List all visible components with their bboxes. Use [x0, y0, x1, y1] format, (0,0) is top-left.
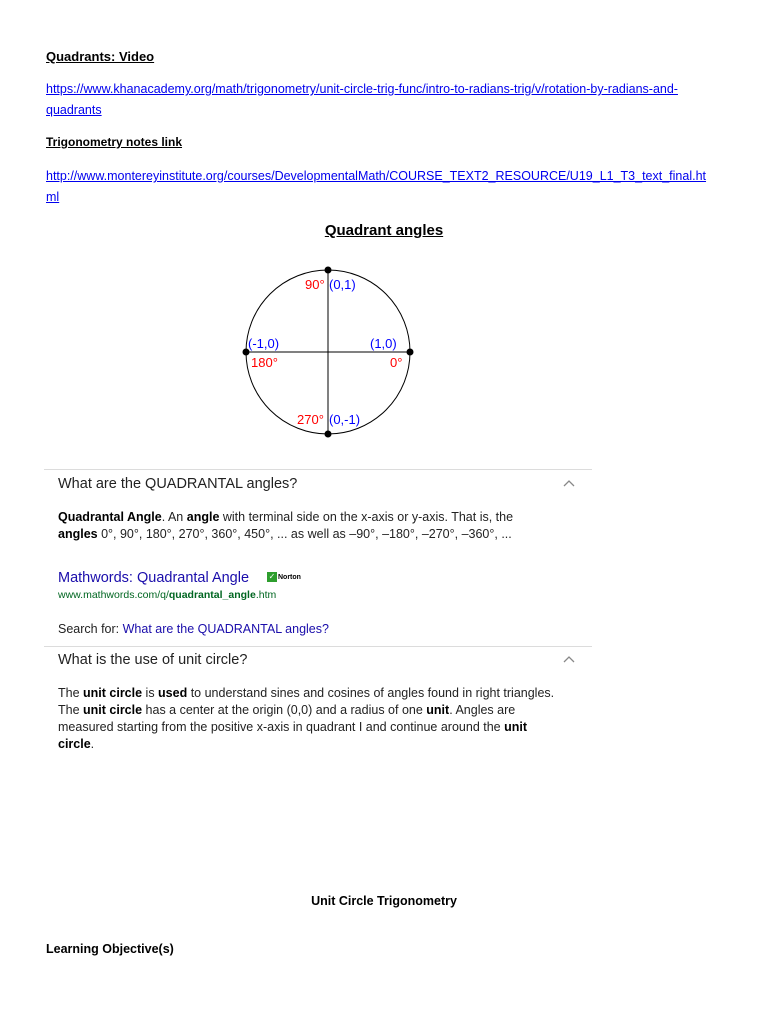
- source-url-post: .htm: [255, 589, 277, 601]
- faq2-answer-text-1: The: [58, 686, 84, 700]
- section-title: [0, 222, 768, 240]
- video-heading: Quadrants: Video: [46, 49, 155, 64]
- source-title-link[interactable]: Mathwords: Quadrantal Angle: [58, 570, 250, 586]
- video-link-line2[interactable]: quadrants: [46, 103, 102, 117]
- faq2-answer-text-4: has a center at the origin (0,0) and a radius of one: [142, 703, 427, 717]
- faq2-answer: [58, 685, 558, 753]
- faq-divider: [44, 469, 592, 470]
- section-title-text: Quadrant angles: [324, 222, 444, 239]
- faq2-question[interactable]: What is the use of unit circle?: [58, 652, 248, 668]
- faq1-answer-text-1: . An: [161, 510, 187, 524]
- label-270: 270°: [297, 412, 324, 427]
- label-90: 90°: [305, 277, 325, 292]
- label-180: 180°: [251, 355, 278, 370]
- faq2-answer-text-5: . Angles are measured starting from the positive x-axis in quadrant I and continue around the: [58, 703, 516, 734]
- notes-heading: Trigonometry notes link: [46, 135, 183, 149]
- faq2-answer-text-3: to understand sines and cosines of angles found in right triangles. The: [58, 686, 555, 717]
- notes-link-line1[interactable]: http://www.montereyinstitute.org/courses/DevelopmentalMath/COURSE_TEXT2_RESOURCE/U19_L1_T3_text_final.ht: [46, 169, 707, 183]
- chevron-up-icon[interactable]: [562, 479, 576, 489]
- learning-objectives-heading: Learning Objective(s): [46, 942, 174, 956]
- search-for-line: [58, 622, 329, 636]
- unit-circle-figure: [236, 262, 420, 446]
- coord-top: (0,1): [329, 277, 356, 292]
- faq1-answer-angles: angles: [58, 527, 98, 541]
- source-url-pre: www.mathwords.com/q/: [58, 589, 169, 601]
- point-top: [325, 267, 332, 274]
- faq1-answer-text-3: 0°, 90°, 180°, 270°, 360°, 450°, ... as well as –90°, –180°, –270°, –360°, ...: [97, 527, 512, 541]
- faq2-answer-text-6: .: [90, 737, 95, 751]
- faq1-answer-angle: angle: [186, 510, 220, 524]
- coord-bottom: (0,-1): [329, 412, 361, 427]
- faq2-answer-bold-5: unit circle: [58, 720, 528, 751]
- coord-left: (-1,0): [248, 336, 280, 351]
- source-url-bold: quadrantal_angle: [168, 589, 256, 601]
- document-title: Unit Circle Trigonometry: [311, 894, 457, 908]
- faq1-answer-text-2: with terminal side on the x-axis or y-axis. That is, the: [219, 510, 514, 524]
- label-0: 0°: [390, 355, 403, 370]
- norton-badge-text: Norton: [278, 573, 301, 581]
- norton-badge: [267, 572, 301, 582]
- faq2-answer-bold-2: used: [158, 686, 188, 700]
- chevron-up-icon[interactable]: [562, 655, 576, 665]
- faq1-answer: [58, 509, 578, 543]
- faq2-answer-bold-4: unit: [426, 703, 450, 717]
- faq1-answer-term: Quadrantal Angle: [58, 510, 162, 524]
- faq2-answer-bold-3: unit circle: [83, 703, 143, 717]
- coord-right: (1,0): [370, 336, 397, 351]
- check-icon: ✓: [268, 572, 276, 581]
- point-bottom: [325, 431, 332, 438]
- notes-link-line2[interactable]: ml: [46, 190, 60, 204]
- video-link[interactable]: [46, 79, 746, 121]
- faq-divider: [44, 646, 592, 647]
- faq2-answer-text-2: is: [142, 686, 159, 700]
- search-for-link[interactable]: What are the QUADRANTAL angles?: [122, 622, 329, 636]
- faq2-answer-bold-1: unit circle: [83, 686, 143, 700]
- faq1-question[interactable]: What are the QUADRANTAL angles?: [58, 476, 298, 492]
- source-url[interactable]: [58, 589, 276, 601]
- notes-link[interactable]: [46, 166, 746, 208]
- point-right: [407, 349, 414, 356]
- search-for-label: Search for:: [58, 622, 123, 636]
- video-link-line1[interactable]: https://www.khanacademy.org/math/trigonometry/unit-circle-trig-func/intro-to-radians-trig/v/rotation-by-radians-and-: [46, 82, 678, 96]
